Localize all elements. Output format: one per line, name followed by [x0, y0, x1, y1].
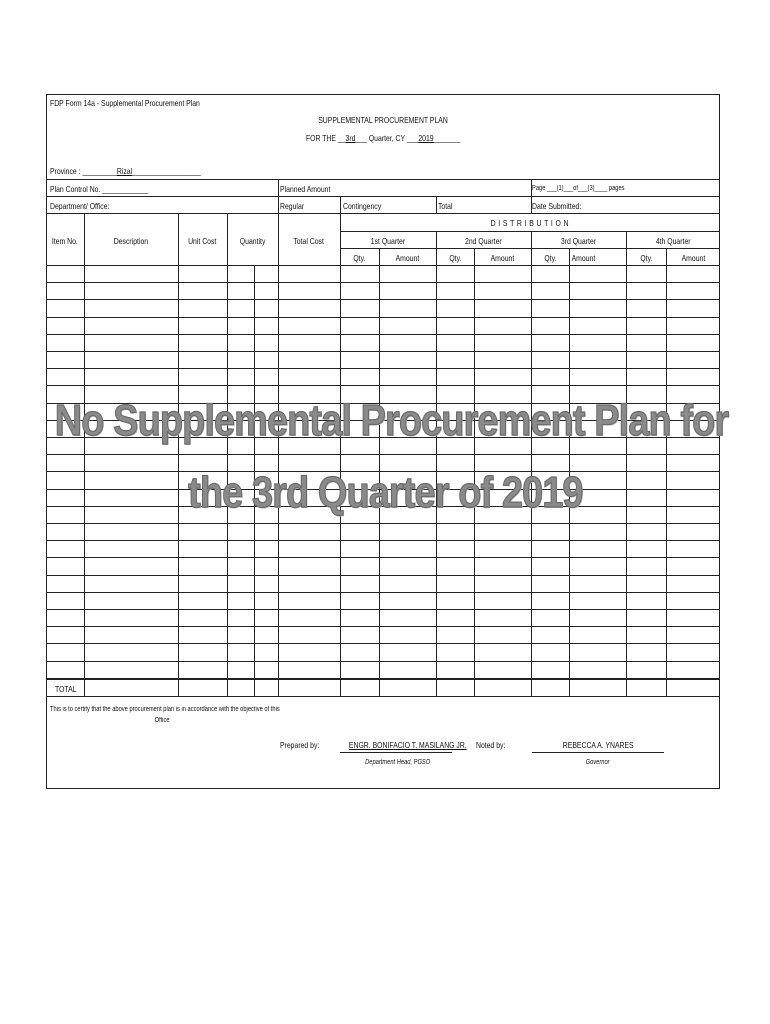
- date-submitted-label: Date Submitted:: [532, 201, 582, 211]
- period-line: FOR THE __3rd___ Quarter, CY ___2019_______: [305, 133, 461, 143]
- quarter-4-header: 4th Quarter: [655, 236, 691, 246]
- total-label: Total: [438, 201, 453, 211]
- divider: [84, 213, 85, 265]
- noted-by-title: Governor: [586, 759, 610, 766]
- table-row-line: [46, 643, 720, 644]
- province-row: Province : _________Rizal__________________: [50, 166, 201, 176]
- province-value: Rizal: [116, 166, 133, 176]
- divider: [46, 213, 720, 214]
- sub-amount: Amount: [681, 253, 705, 263]
- prepared-by-label: Prepared by:: [280, 740, 320, 750]
- sub-qty: Qty.: [448, 253, 462, 263]
- noted-by-name: REBECCA A. YNARES: [562, 740, 634, 750]
- no-plan-stamp-line1: No Supplemental Procurement Plan for: [54, 396, 729, 445]
- divider: [531, 231, 532, 265]
- divider: [178, 213, 179, 265]
- divider: [436, 231, 437, 265]
- divider: [340, 196, 341, 265]
- divider: [531, 179, 532, 213]
- contingency-label: Contingency: [343, 201, 382, 211]
- divider: [666, 248, 667, 265]
- form-code: FDP Form 14a - Supplemental Procurement Plan: [50, 98, 200, 108]
- sub-qty: Qty.: [353, 253, 366, 263]
- table-row-line: [46, 661, 720, 662]
- distribution-label: D I S T R I B U T I O N: [490, 218, 570, 228]
- divider: [626, 231, 627, 265]
- quarter-3-header: 3rd Quarter: [560, 236, 597, 246]
- divider: [340, 248, 720, 249]
- table-row-line: [46, 609, 720, 610]
- table-row-line: [46, 592, 720, 593]
- table-row-line: [46, 557, 720, 558]
- table-row-line: [46, 696, 720, 697]
- plan-control-label: Plan Control No. ____________: [50, 184, 149, 194]
- page-info: Page ___(1)___of___(3)____ pages: [532, 185, 625, 192]
- prepared-by-name: ENGR. BONIFACIO T. MASILANG JR.: [348, 740, 467, 750]
- divider: [46, 196, 720, 197]
- col-quantity: Quantity: [239, 236, 266, 246]
- table-row-line: [46, 523, 720, 524]
- sub-qty: Qty.: [543, 253, 557, 263]
- quarter-value: 3rd: [345, 133, 356, 143]
- noted-by-label: Noted by:: [476, 740, 506, 750]
- signature-line: [340, 752, 452, 753]
- table-row-line: [46, 317, 720, 318]
- totals-row-label: TOTAL: [55, 684, 77, 694]
- form-title: SUPPLEMENTAL PROCUREMENT PLAN: [318, 115, 448, 125]
- table-row-line: [46, 368, 720, 369]
- table-row-line: [46, 351, 720, 352]
- signature-line: [532, 752, 664, 753]
- divider: [379, 248, 380, 265]
- divider: [46, 179, 720, 180]
- no-plan-stamp-line2: the 3rd Quarter of 2019: [187, 468, 583, 517]
- divider: [340, 231, 720, 232]
- table-row-line: [46, 385, 720, 386]
- sub-amount: Amount: [571, 253, 596, 263]
- table-row-line: [46, 540, 720, 541]
- divider: [227, 213, 228, 265]
- col-unit-cost: Unit Cost: [188, 236, 217, 246]
- table-row-line: [46, 626, 720, 627]
- regular-label: Regular: [280, 201, 305, 211]
- quarter-1-header: 1st Quarter: [370, 236, 406, 246]
- table-row-line: [46, 679, 720, 680]
- certification-line2: Office: [154, 717, 170, 724]
- quarter-2-header: 2nd Quarter: [465, 236, 502, 246]
- sub-amount: Amount: [395, 253, 420, 263]
- table-row-line: [46, 334, 720, 335]
- year-value: 2019: [418, 133, 434, 143]
- table-row-line: [46, 575, 720, 576]
- certification-line1: This is to certify that the above procurement plan is in accordance with the objective of this: [50, 706, 280, 713]
- col-total-cost: Total Cost: [293, 236, 325, 246]
- col-description: Description: [113, 236, 149, 246]
- table-row-line: [46, 454, 720, 455]
- table-row-line: [46, 282, 720, 283]
- divider: [474, 248, 475, 265]
- prepared-by-title: Department Head, PGSO: [365, 759, 431, 766]
- divider: [46, 265, 720, 266]
- col-item-no: Item No.: [52, 236, 78, 246]
- table-row-line: [46, 299, 720, 300]
- divider: [436, 196, 437, 213]
- sub-qty: Qty.: [639, 253, 653, 263]
- divider: [278, 179, 279, 265]
- department-label: Department/ Office:: [50, 201, 110, 211]
- sub-amount: Amount: [490, 253, 515, 263]
- planned-amount-label: Planned Amount: [280, 184, 331, 194]
- divider: [569, 248, 570, 265]
